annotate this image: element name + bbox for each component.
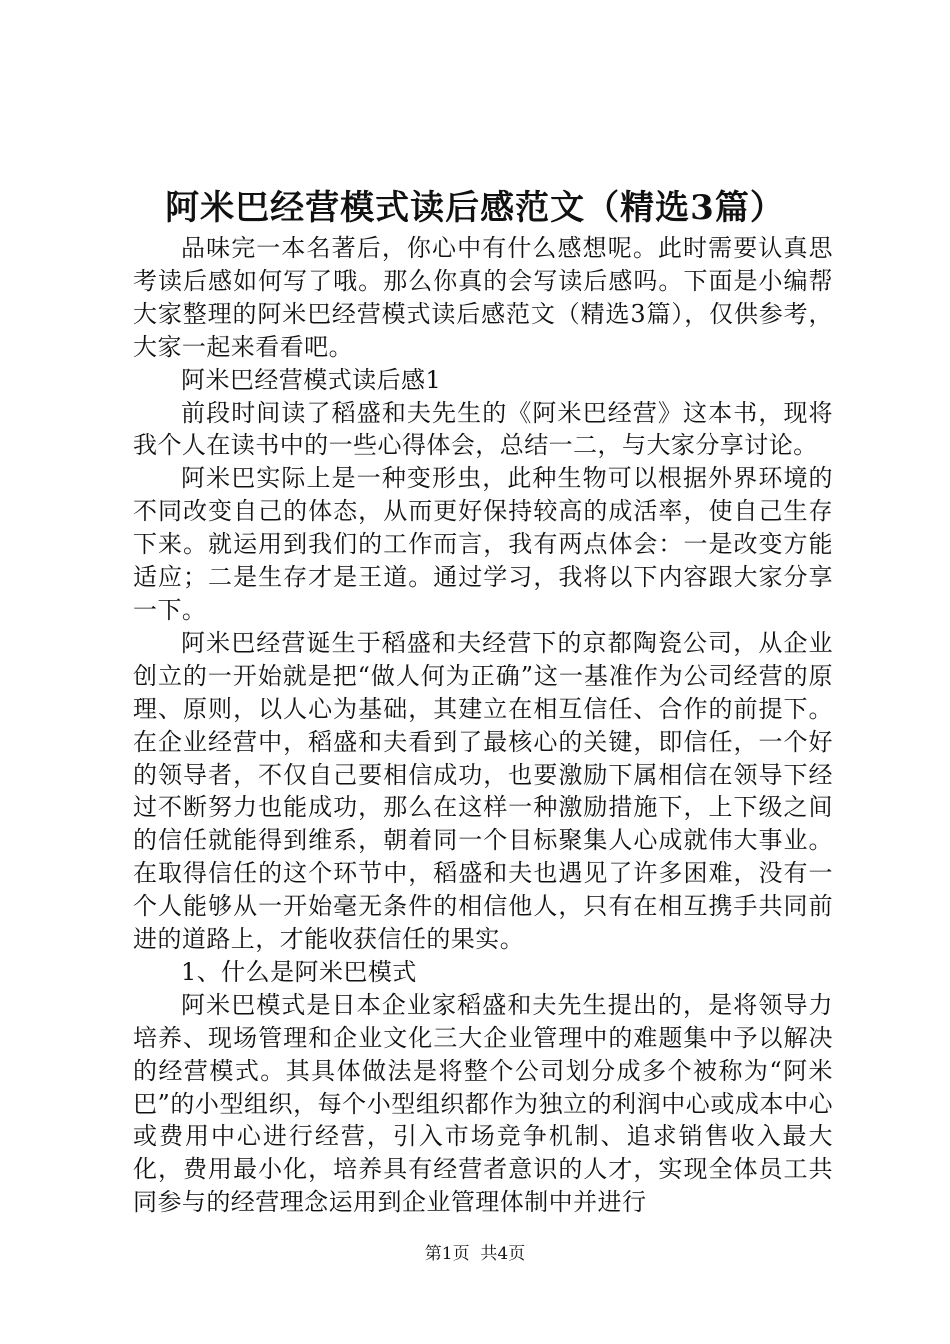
subsection-heading: 1、什么是阿米巴模式 (181, 957, 417, 986)
page-footer (0, 1242, 950, 1266)
page-total: 共4页 (480, 1244, 526, 1264)
body-paragraph: 阿米巴模式是日本企业家稻盛和夫先生提出的，是将领导力培养、现场管理和企业文化三大企业管理中的难题集中予以解决的经营模式。其具体做法是将整个公司划分成多个被称为“阿米巴”的小型组织，每个小型组织都作为独立的利润中心或成本中心或费用中心进行经营，引入市场竞争机制、追求销售收入最大化，费用最小化，培养具有经营者意识的人才，实现全体员工共同参与的经营理念运用到企业管理体制中并进行 (133, 990, 833, 1217)
document-body (133, 232, 833, 1219)
section-heading-1: 阿米巴经营模式读后感1 (181, 365, 442, 394)
body-paragraph: 阿米巴经营诞生于稻盛和夫经营下的京都陶瓷公司，从企业创立的一开始就是把“做人何为正确”这一基准作为公司经营的原理、原则，以人心为基础，其建立在相互信任、合作的前提下。在企业经营中，稻盛和夫看到了最核心的关键，即信任，一个好的领导者，不仅自己要相信成功，也要激励下属相信在领导下经过不断努力也能成功，那么在这样一种激励措施下，上下级之间的信任就能得到维系，朝着同一个目标聚集人心成就伟大事业。在取得信任的这个环节中，稻盛和夫也遇见了许多困难，没有一个人能够从一开始毫无条件的相信他人，只有在相互携手共同前进的道路上，才能收获信任的果实。 (133, 628, 833, 954)
body-paragraph: 阿米巴实际上是一种变形虫，此种生物可以根据外界环境的不同改变自己的体态，从而更好保持较高的成活率，使自己生存下来。就运用到我们的工作而言，我有两点体会：一是改变方能适应；二是生存才是王道。通过学习，我将以下内容跟大家分享一下。 (133, 464, 833, 624)
body-paragraph: 前段时间读了稻盛和夫先生的《阿米巴经营》这本书，现将我个人在读书中的一些心得体会，总结一二，与大家分享讨论。 (133, 398, 833, 460)
page-number: 第1页 (424, 1244, 470, 1264)
intro-paragraph: 品味完一本名著后，你心中有什么感想呢。此时需要认真思考读后感如何写了哦。那么你真的会写读后感吗。下面是小编帮大家整理的阿米巴经营模式读后感范文（精选3篇），仅供参考，大家一起来看看吧。 (133, 234, 833, 361)
document-title: 阿米巴经营模式读后感范文（精选3篇） (165, 188, 785, 228)
